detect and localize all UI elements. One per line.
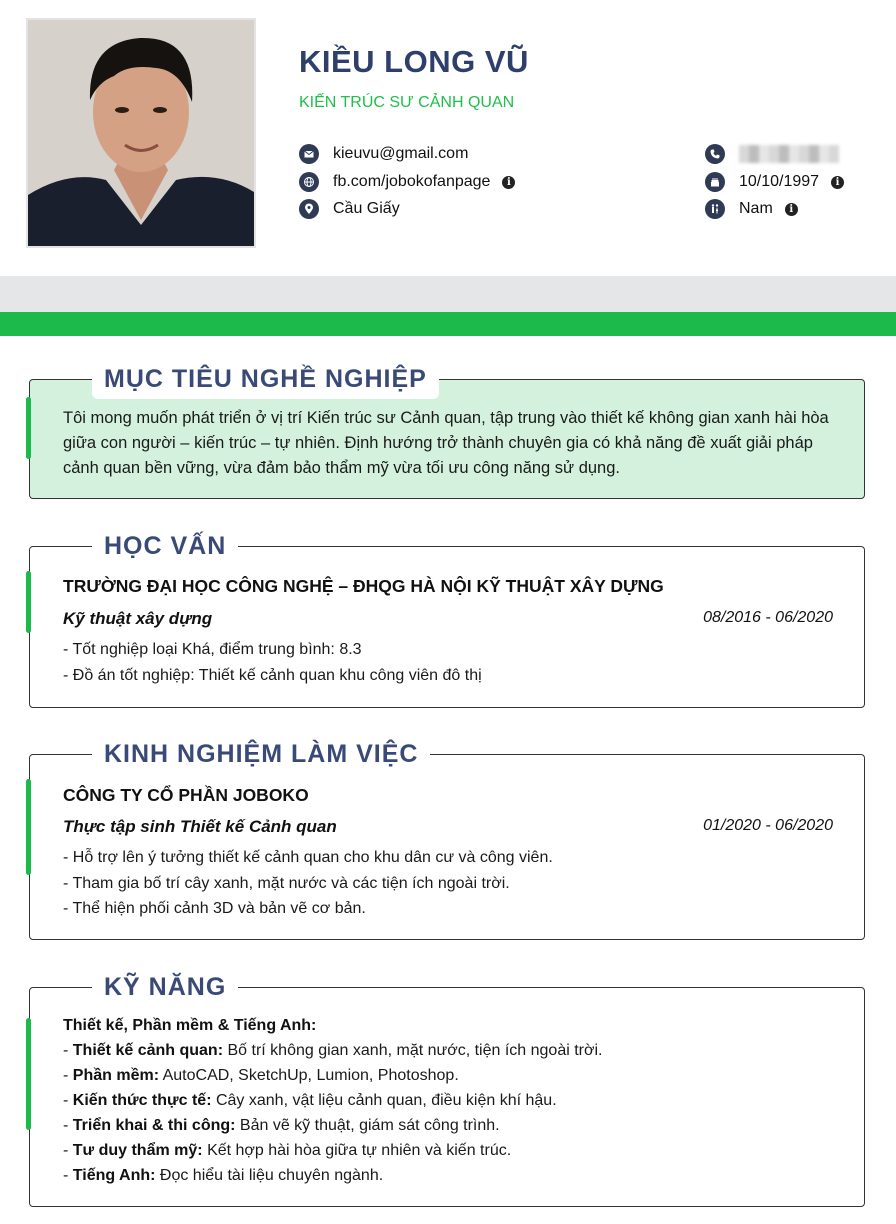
objective-section [29,365,865,499]
experience-detail: - Hỗ trợ lên ý tưởng thiết kế cảnh quan cho khu dân cư và công viên. [63,849,553,866]
header-divider-gray [0,276,896,312]
school-name: TRƯỜNG ĐẠI HỌC CÔNG NGHỆ – ĐHQG HÀ NỘI KỸ THUẬT XÂY DỰNG [63,576,664,596]
phone-icon [705,144,725,164]
experience-detail: - Thể hiện phối cảnh 3D và bản vẽ cơ bản. [63,900,366,917]
education-dates: 08/2016 - 06/2020 [703,609,833,626]
contact-phone [705,142,839,166]
contact-address [299,197,400,221]
skill-label: Phần mềm: [72,1067,160,1084]
accent-bar [26,397,31,459]
envelope-icon [299,144,319,164]
gender-icon [705,199,725,219]
education-detail: - Đồ án tốt nghiệp: Thiết kế cảnh quan khu công viên đô thị [63,667,482,684]
skill-item: - Phần mềm: AutoCAD, SketchUp, Lumion, Photoshop. [63,1067,459,1084]
skill-label: Tư duy thẩm mỹ: [72,1142,203,1159]
info-icon[interactable]: i [831,176,844,189]
address-text: Cầu Giấy [333,200,400,217]
contact-website [299,170,515,194]
gender-text: Nam [739,200,773,217]
website-text[interactable]: fb.com/jobokofanpage [333,173,491,190]
birthday-text: 10/10/1997 [739,173,820,190]
section-title-skills: KỸ NĂNG [92,967,238,1007]
education-section [29,532,865,708]
education-detail: - Tốt nghiệp loại Khá, điểm trung bình: 8.3 [63,641,362,658]
skill-text: AutoCAD, SketchUp, Lumion, Photoshop. [162,1067,459,1084]
skill-label: Tiếng Anh: [72,1167,156,1184]
contact-email [299,142,468,166]
company-name: CÔNG TY CỔ PHẦN JOBOKO [63,785,309,805]
email-text[interactable]: kieuvu@gmail.com [333,145,469,162]
globe-icon [299,172,319,192]
section-title-education: HỌC VẤN [92,526,238,566]
accent-bar [26,779,31,875]
experience-detail: - Tham gia bố trí cây xanh, mặt nước và các tiện ích ngoài trời. [63,875,510,892]
skills-section [29,973,865,1207]
candidate-name: KIỀU LONG VŨ [299,44,529,79]
contact-birthday [705,170,844,194]
skill-text: Bản vẽ kỹ thuật, giám sát công trình. [239,1117,500,1134]
skill-text: Đọc hiểu tài liệu chuyên ngành. [159,1167,384,1184]
section-title-objective: MỤC TIÊU NGHỀ NGHIỆP [92,359,439,399]
info-icon[interactable]: i [502,176,515,189]
accent-bar [26,1018,31,1130]
objective-text: Tôi mong muốn phát triển ở vị trí Kiến trúc sư Cảnh quan, tập trung vào thiết kế không gian xanh hài hòa giữa con người – kiến trúc – tự nhiên. Định hướng trở thành chuyên gia có khả năng đề xuất giải pháp cảnh quan bền vững, vừa đảm bảo thẩm mỹ vừa tối ưu công năng sử dụng. [63,409,829,477]
info-icon[interactable]: i [785,203,798,216]
experience-section [29,740,865,940]
skill-item: - Tiếng Anh: Đọc hiểu tài liệu chuyên ngành. [63,1167,384,1184]
skill-item: - Tư duy thẩm mỹ: Kết hợp hài hòa giữa tự nhiên và kiến trúc. [63,1142,512,1159]
skill-label: Triển khai & thi công: [72,1117,236,1134]
phone-redacted [739,145,839,163]
cv-header [0,0,896,276]
job-position: Thực tập sinh Thiết kế Cảnh quan [63,817,337,836]
skill-text: Cây xanh, vật liệu cảnh quan, điều kiện khí hậu. [215,1092,557,1109]
skill-text: Bố trí không gian xanh, mặt nước, tiện ích ngoài trời. [227,1042,603,1059]
skill-label: Kiến thức thực tế: [72,1092,212,1109]
skill-text: Kết hợp hài hòa giữa tự nhiên và kiến trúc. [207,1142,512,1159]
skill-item: - Triển khai & thi công: Bản vẽ kỹ thuật, giám sát công trình. [63,1117,500,1134]
profile-photo [26,18,256,248]
map-pin-icon [299,199,319,219]
header-divider-green [0,312,896,336]
experience-dates: 01/2020 - 06/2020 [703,817,833,834]
education-major: Kỹ thuật xây dựng [63,609,213,628]
skill-item: - Thiết kế cảnh quan: Bố trí không gian xanh, mặt nước, tiện ích ngoài trời. [63,1042,603,1059]
skill-item: - Kiến thức thực tế: Cây xanh, vật liệu cảnh quan, điều kiện khí hậu. [63,1092,557,1109]
profile-photo-illustration [28,20,254,246]
contact-gender [705,197,798,221]
birthday-cake-icon [705,172,725,192]
skill-label: Thiết kế cảnh quan: [72,1042,224,1059]
job-title: KIẾN TRÚC SƯ CẢNH QUAN [299,94,515,111]
section-title-experience: KINH NGHIỆM LÀM VIỆC [92,734,430,774]
skills-subheading: Thiết kế, Phần mềm & Tiếng Anh: [63,1017,317,1034]
accent-bar [26,571,31,633]
